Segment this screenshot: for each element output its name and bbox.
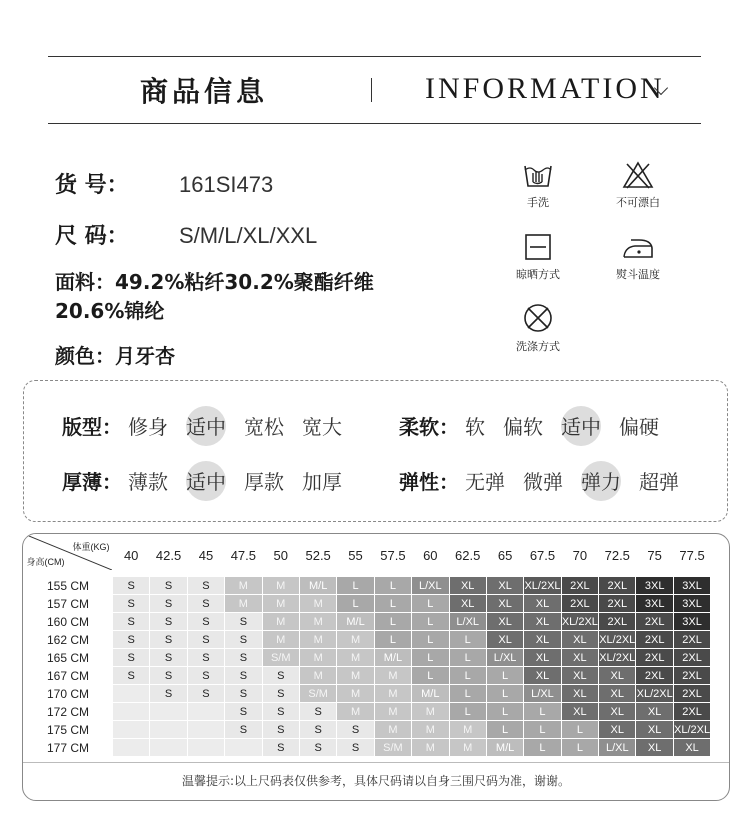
size-cell: XL	[524, 649, 561, 667]
property-row	[62, 411, 342, 440]
size-cell: M	[337, 685, 374, 703]
size-cell: M	[262, 631, 299, 649]
property-row	[62, 466, 342, 495]
size-cell: S	[262, 703, 299, 721]
size-cell: XL	[561, 703, 598, 721]
size-cell: XL/2XL	[673, 721, 710, 739]
weight-header-cell: 42.5	[150, 534, 187, 577]
size-cell: XL/2XL	[599, 631, 636, 649]
size-cell: S	[187, 595, 224, 613]
size-cell: L	[486, 703, 523, 721]
item-number-label: 货 号：	[55, 173, 129, 198]
property-option: 偏硬	[619, 415, 659, 439]
size-cell: L	[374, 595, 411, 613]
height-label: 160 CM	[24, 613, 113, 631]
size-cell: 2XL	[673, 667, 710, 685]
size-cell: L/XL	[599, 739, 636, 757]
size-cell: S	[225, 649, 262, 667]
size-cell: M	[374, 667, 411, 685]
size-cell: L/XL	[449, 613, 486, 631]
property-row	[399, 466, 679, 495]
size-cell: 2XL	[636, 649, 673, 667]
size-cell: XL	[561, 685, 598, 703]
property-option: 软	[465, 415, 485, 439]
size-value: S/M/L/XL/XXL	[179, 223, 318, 248]
care-hand-wash	[498, 160, 578, 210]
size-cell: L/XL	[524, 685, 561, 703]
size-cell: XL	[486, 595, 523, 613]
property-label: 版型：	[62, 415, 122, 439]
size-cell: S	[113, 613, 150, 631]
property-option: 宽松	[244, 415, 284, 439]
size-cell: L	[561, 721, 598, 739]
size-cell: S	[225, 631, 262, 649]
property-option: 微弹	[523, 470, 563, 494]
size-cell: S	[337, 739, 374, 757]
size-cell: S	[187, 577, 224, 595]
size-cell: XL	[636, 739, 673, 757]
size-cell	[113, 739, 150, 757]
size-cell: S	[187, 613, 224, 631]
size-cell	[113, 703, 150, 721]
size-cell: M	[225, 577, 262, 595]
size-cell: L	[374, 613, 411, 631]
property-label: 柔软：	[399, 415, 459, 439]
size-cell: 2XL	[636, 631, 673, 649]
property-option: 宽大	[302, 415, 342, 439]
size-cell: M/L	[337, 613, 374, 631]
size-cell: XL/2XL	[599, 649, 636, 667]
size-cell	[187, 721, 224, 739]
size-cell: 2XL	[636, 613, 673, 631]
size-cell: M	[225, 595, 262, 613]
weight-axis-label: 体重(KG)	[72, 542, 110, 552]
size-table	[23, 534, 711, 757]
size-cell: XL/2XL	[636, 685, 673, 703]
header-bottom-rule	[48, 123, 701, 124]
size-cell: S	[299, 721, 336, 739]
size-cell: L	[374, 631, 411, 649]
size-cell	[150, 703, 187, 721]
size-cell: L	[449, 631, 486, 649]
size-cell: 3XL	[673, 613, 710, 631]
size-cell: S/M	[374, 739, 411, 757]
size-cell: S	[299, 739, 336, 757]
size-cell: M/L	[412, 685, 449, 703]
size-cell: S	[225, 721, 262, 739]
size-cell: S	[150, 667, 187, 685]
size-cell: S	[150, 631, 187, 649]
care-label: 不可漂白	[616, 196, 660, 209]
header-title-cn: 商品信息	[140, 75, 269, 108]
size-cell: XL/2XL	[524, 577, 561, 595]
table-row	[24, 631, 711, 649]
size-cell: S	[225, 667, 262, 685]
size-cell: L	[412, 649, 449, 667]
size-cell: S	[225, 613, 262, 631]
weight-header-cell: 77.5	[673, 534, 710, 577]
weight-header-cell: 52.5	[299, 534, 336, 577]
size-cell	[150, 739, 187, 757]
property-option: 无弹	[465, 470, 505, 494]
property-option-selected: 弹力	[581, 466, 621, 495]
table-row	[24, 667, 711, 685]
care-iron-temp	[598, 232, 678, 282]
size-cell: XL	[599, 685, 636, 703]
size-cell	[225, 739, 262, 757]
dry-method-icon	[523, 232, 553, 262]
size-cell: XL	[524, 595, 561, 613]
size-cell: XL	[599, 703, 636, 721]
no-bleach-icon	[621, 160, 655, 190]
size-cell: S	[150, 577, 187, 595]
size-cell: S	[262, 739, 299, 757]
size-cell	[187, 703, 224, 721]
size-cell: L	[412, 631, 449, 649]
table-row	[24, 703, 711, 721]
care-no-bleach	[598, 160, 678, 210]
size-cell: L	[561, 739, 598, 757]
property-option: 薄款	[128, 470, 168, 494]
size-chart-panel	[22, 533, 730, 801]
size-cell	[187, 739, 224, 757]
size-cell: L	[449, 685, 486, 703]
size-cell: 3XL	[673, 595, 710, 613]
size-cell: M	[449, 739, 486, 757]
size-cell: M	[337, 631, 374, 649]
height-label: 172 CM	[24, 703, 113, 721]
size-cell: S	[187, 685, 224, 703]
size-cell: 2XL	[636, 667, 673, 685]
size-cell: L/XL	[486, 649, 523, 667]
property-option: 修身	[128, 415, 168, 439]
size-cell: 2XL	[673, 685, 710, 703]
header-title-en: INFORMATION	[425, 72, 665, 105]
size-cell: 2XL	[673, 703, 710, 721]
size-cell: M	[412, 721, 449, 739]
size-cell: S	[150, 595, 187, 613]
weight-header-cell: 40	[113, 534, 150, 577]
size-cell: M	[299, 649, 336, 667]
size-cell: L	[524, 703, 561, 721]
size-cell: S	[299, 703, 336, 721]
size-cell: S	[187, 631, 224, 649]
weight-header-cell: 70	[561, 534, 598, 577]
size-cell: M	[449, 721, 486, 739]
size-cell	[113, 685, 150, 703]
iron-temp-icon	[621, 232, 655, 262]
size-cell: M/L	[374, 649, 411, 667]
weight-header-cell: 55	[337, 534, 374, 577]
property-row	[399, 411, 659, 440]
weight-header-row	[24, 534, 711, 577]
size-cell: XL	[561, 631, 598, 649]
size-cell: S	[113, 577, 150, 595]
property-option: 厚款	[244, 470, 284, 494]
size-cell: S	[262, 721, 299, 739]
properties-panel	[23, 380, 728, 522]
size-cell: S	[262, 685, 299, 703]
size-cell: M	[299, 595, 336, 613]
hand-wash-icon	[522, 160, 554, 190]
property-option: 超弹	[639, 470, 679, 494]
weight-header-cell: 75	[636, 534, 673, 577]
size-cell: XL	[449, 577, 486, 595]
property-option-selected: 适中	[186, 411, 226, 440]
care-label: 洗涤方式	[516, 340, 560, 353]
table-row	[24, 739, 711, 757]
size-cell: S	[337, 721, 374, 739]
care-label: 手洗	[527, 196, 549, 209]
size-cell: S	[113, 631, 150, 649]
height-label: 165 CM	[24, 649, 113, 667]
size-cell: 3XL	[673, 577, 710, 595]
size-cell: XL	[599, 721, 636, 739]
height-axis-label: 身高(CM)	[26, 557, 65, 567]
header-top-rule	[48, 56, 701, 57]
size-cell: M	[299, 631, 336, 649]
size-cell: 2XL	[599, 613, 636, 631]
height-label: 157 CM	[24, 595, 113, 613]
size-cell: L/XL	[412, 577, 449, 595]
header-separator	[371, 78, 372, 102]
size-cell: L	[449, 667, 486, 685]
size-cell: XL	[561, 667, 598, 685]
size-cell: M/L	[299, 577, 336, 595]
size-cell: XL	[599, 667, 636, 685]
size-cell: XL	[561, 649, 598, 667]
size-cell: 2XL	[561, 595, 598, 613]
size-cell: M	[262, 613, 299, 631]
weight-header-cell: 67.5	[524, 534, 561, 577]
size-cell: S	[262, 667, 299, 685]
color-text: 颜色：月牙杏	[55, 344, 175, 368]
size-cell: L	[449, 703, 486, 721]
size-cell: L	[524, 739, 561, 757]
weight-header-cell: 60	[412, 534, 449, 577]
size-cell: M	[374, 685, 411, 703]
size-cell: S	[113, 667, 150, 685]
property-label: 弹性：	[399, 470, 459, 494]
size-note: 温馨提示:以上尺码表仅供参考，具体尺码请以自身三围尺码为准，谢谢。	[181, 774, 571, 788]
height-label: 175 CM	[24, 721, 113, 739]
material-text: 面料：49.2%粘纤30.2%聚酯纤维20.6%锦纶	[55, 270, 374, 323]
size-cell: XL	[486, 613, 523, 631]
size-cell: 2XL	[599, 595, 636, 613]
size-cell: 3XL	[636, 577, 673, 595]
size-cell: M	[374, 703, 411, 721]
property-option-selected: 适中	[186, 466, 226, 495]
size-cell: M	[374, 721, 411, 739]
weight-header-cell: 45	[187, 534, 224, 577]
size-cell: 2XL	[561, 577, 598, 595]
property-option-selected: 适中	[561, 411, 601, 440]
item-number-row	[55, 168, 273, 199]
size-cell: M	[412, 739, 449, 757]
size-cell: M	[262, 577, 299, 595]
size-label: 尺 码：	[55, 224, 129, 249]
size-cell: 2XL	[673, 631, 710, 649]
size-cell: XL	[524, 667, 561, 685]
size-cell: XL/2XL	[561, 613, 598, 631]
wash-method-icon	[522, 302, 554, 334]
size-cell: XL	[486, 577, 523, 595]
note-divider	[23, 762, 729, 763]
size-cell: 2XL	[673, 649, 710, 667]
size-cell: S	[225, 685, 262, 703]
size-cell: 2XL	[599, 577, 636, 595]
size-cell: M	[299, 613, 336, 631]
size-cell: M	[412, 703, 449, 721]
table-row	[24, 595, 711, 613]
size-cell: 3XL	[636, 595, 673, 613]
weight-header-cell: 72.5	[599, 534, 636, 577]
care-dry-method	[498, 232, 578, 282]
weight-header-cell: 57.5	[374, 534, 411, 577]
size-cell: S	[150, 613, 187, 631]
size-cell: L	[412, 613, 449, 631]
size-cell: S/M	[299, 685, 336, 703]
size-cell: M/L	[486, 739, 523, 757]
height-label: 177 CM	[24, 739, 113, 757]
item-number-value: 161SI473	[179, 172, 274, 197]
size-cell: S	[113, 595, 150, 613]
property-option: 偏软	[503, 415, 543, 439]
size-cell: L	[486, 721, 523, 739]
weight-header-cell: 50	[262, 534, 299, 577]
size-cell: S	[113, 649, 150, 667]
size-cell: XL	[449, 595, 486, 613]
size-cell: L	[337, 595, 374, 613]
care-wash-method	[498, 302, 578, 354]
size-cell: S	[150, 685, 187, 703]
size-cell: XL	[636, 703, 673, 721]
height-label: 155 CM	[24, 577, 113, 595]
weight-header-cell: 47.5	[225, 534, 262, 577]
size-cell	[113, 721, 150, 739]
size-cell: L	[374, 577, 411, 595]
size-cell: L	[486, 667, 523, 685]
size-cell: S	[150, 649, 187, 667]
size-cell	[150, 721, 187, 739]
property-label: 厚薄：	[62, 470, 122, 494]
size-cell: L	[337, 577, 374, 595]
size-cell: L	[486, 685, 523, 703]
size-cell: L	[412, 667, 449, 685]
table-row	[24, 649, 711, 667]
care-label: 熨斗温度	[616, 268, 660, 281]
size-cell: M	[262, 595, 299, 613]
size-cell: XL	[636, 721, 673, 739]
size-cell: S	[187, 667, 224, 685]
size-cell: L	[449, 649, 486, 667]
table-row	[24, 577, 711, 595]
size-cell: XL	[673, 739, 710, 757]
size-cell: XL	[524, 631, 561, 649]
size-cell: M	[337, 703, 374, 721]
size-cell: XL	[486, 631, 523, 649]
size-cell: L	[412, 595, 449, 613]
size-cell: S	[225, 703, 262, 721]
table-row	[24, 613, 711, 631]
size-cell: L	[524, 721, 561, 739]
size-cell: M	[337, 667, 374, 685]
height-label: 170 CM	[24, 685, 113, 703]
size-cell: XL	[524, 613, 561, 631]
care-label: 晾晒方式	[516, 268, 560, 281]
table-row	[24, 721, 711, 739]
size-cell: M	[299, 667, 336, 685]
property-option: 加厚	[302, 470, 342, 494]
height-label: 162 CM	[24, 631, 113, 649]
table-corner	[24, 534, 113, 577]
table-row	[24, 685, 711, 703]
size-cell: M	[337, 649, 374, 667]
weight-header-cell: 65	[486, 534, 523, 577]
size-cell: S	[187, 649, 224, 667]
weight-header-cell: 62.5	[449, 534, 486, 577]
size-row	[55, 219, 317, 250]
size-cell: S/M	[262, 649, 299, 667]
height-label: 167 CM	[24, 667, 113, 685]
